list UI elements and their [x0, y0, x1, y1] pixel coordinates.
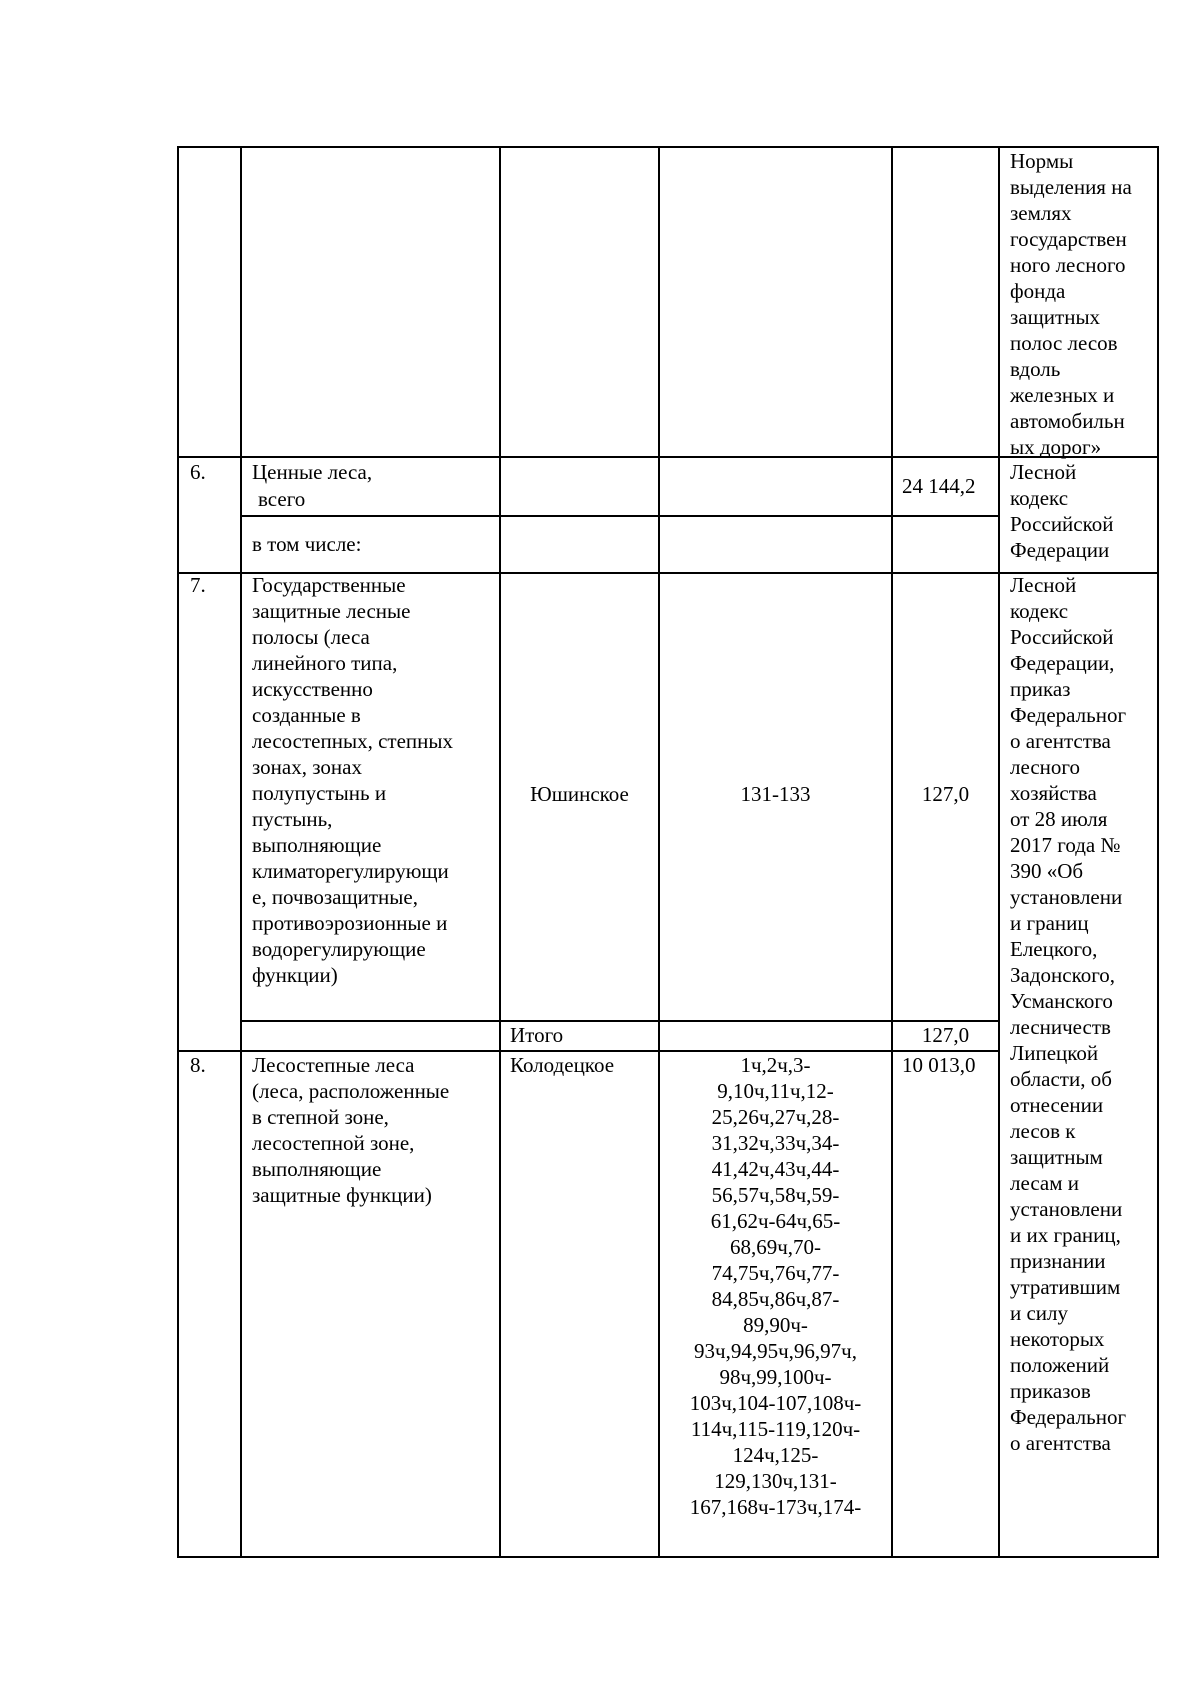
note-line: государствен: [1010, 227, 1127, 251]
column-divider: [998, 146, 1000, 1557]
name-line: е, почвозащитные,: [252, 885, 418, 909]
quarters-line: 98ч,99,100ч-: [719, 1365, 832, 1389]
row-divider: [240, 1020, 998, 1022]
name-line: лесостепной зоне,: [252, 1131, 415, 1155]
row-7-total-area: 127,0: [921, 1023, 970, 1047]
row-7-name-cell: [252, 572, 490, 988]
note-line: защитным: [1010, 1145, 1103, 1169]
note-line: Федерации: [1010, 538, 1110, 562]
quarters-line: 103ч,104-107,108ч-: [689, 1391, 862, 1415]
note-line: Федеральног: [1010, 703, 1127, 727]
note-line: Российской: [1010, 625, 1114, 649]
note-line: установлени: [1010, 1197, 1123, 1221]
row-8-forestry: Колодецкое: [510, 1053, 615, 1077]
row-7-total-label: Итого: [510, 1023, 564, 1047]
note-line: Нормы: [1010, 149, 1074, 173]
note-line: ых дорог»: [1010, 435, 1102, 459]
continued-note-cell: [1010, 148, 1148, 460]
column-divider: [240, 146, 242, 1557]
note-line: Федерации,: [1010, 651, 1115, 675]
note-line: установлени: [1010, 885, 1123, 909]
quarters-line: 41,42ч,43ч,44-: [711, 1157, 840, 1181]
note-line: фонда: [1010, 279, 1066, 303]
column-divider: [891, 146, 893, 1557]
quarters-line: 1ч,2ч,3-: [740, 1053, 811, 1077]
note-line: приказ: [1010, 677, 1071, 701]
note-line: железных и: [1010, 383, 1115, 407]
name-line: выполняющие: [252, 1157, 382, 1181]
row-8-number: 8.: [190, 1053, 206, 1077]
name-line: в степной зоне,: [252, 1105, 389, 1129]
note-line: и границ: [1010, 911, 1089, 935]
note-line: автомобильн: [1010, 409, 1125, 433]
note-line: области, об: [1010, 1067, 1112, 1091]
note-line: лесов к: [1010, 1119, 1076, 1143]
table-border-right: [1157, 146, 1159, 1557]
note-line: вдоль: [1010, 357, 1061, 381]
name-line: Лесостепные леса: [252, 1053, 415, 1077]
row-8-name-cell: [252, 1052, 490, 1208]
name-line: лесостепных, степных: [252, 729, 453, 753]
row-6-name-line: Ценные леса,: [252, 460, 373, 484]
note-line: Лесной: [1010, 460, 1077, 484]
name-line: противоэрозионные и: [252, 911, 448, 935]
quarters-line: 129,130ч,131-: [714, 1469, 837, 1493]
name-line: функции): [252, 963, 338, 987]
quarters-line: 167,168ч-173ч,174-: [689, 1495, 862, 1519]
note-line: лесного: [1010, 755, 1080, 779]
row-7-area: 127,0: [921, 782, 970, 806]
note-line: и их границ,: [1010, 1223, 1121, 1247]
note-line: лесничеств: [1010, 1015, 1111, 1039]
quarters-line: 74,75ч,76ч,77-: [711, 1261, 840, 1285]
note-line: Усманского: [1010, 989, 1113, 1013]
note-line: от 28 июля: [1010, 807, 1108, 831]
note-line: утратившим: [1010, 1275, 1121, 1299]
note-line: землях: [1010, 201, 1072, 225]
note-line: Липецкой: [1010, 1041, 1099, 1065]
quarters-line: 31,32ч,33ч,34-: [711, 1131, 840, 1155]
note-line: и силу: [1010, 1301, 1069, 1325]
row-6-area: 24 144,2: [902, 474, 976, 498]
name-line: климаторегулирующи: [252, 859, 449, 883]
name-line: водорегулирующие: [252, 937, 426, 961]
row-7-quarters: 131-133: [740, 782, 811, 806]
column-divider: [499, 146, 501, 1557]
note-line: 2017 года №: [1010, 833, 1121, 857]
note-line: ного лесного: [1010, 253, 1126, 277]
note-line: о агентства: [1010, 729, 1111, 753]
row-6-number: 6.: [190, 460, 206, 484]
note-line: положений: [1010, 1353, 1110, 1377]
name-line: искусственно: [252, 677, 373, 701]
note-line: о агентства: [1010, 1431, 1111, 1455]
quarters-line: 25,26ч,27ч,28-: [711, 1105, 840, 1129]
note-line: признании: [1010, 1249, 1106, 1273]
quarters-line: 9,10ч,11ч,12-: [717, 1079, 834, 1103]
row-8-area: 10 013,0: [902, 1053, 976, 1077]
row-7-forestry: Юшинское: [530, 782, 629, 806]
table-border-bottom: [177, 1556, 1159, 1558]
note-line: Российской: [1010, 512, 1114, 536]
row-6-sub-label: в том числе:: [252, 532, 362, 556]
name-line: линейного типа,: [252, 651, 398, 675]
row-divider: [240, 515, 998, 517]
table-border-left: [177, 146, 179, 1557]
name-line: выполняющие: [252, 833, 382, 857]
note-line: кодекс: [1010, 486, 1069, 510]
note-line: Елецкого,: [1010, 937, 1098, 961]
quarters-line: 89,90ч-: [743, 1313, 808, 1337]
row-7-number: 7.: [190, 573, 206, 597]
quarters-line: 68,69ч,70-: [729, 1235, 822, 1259]
note-line: некоторых: [1010, 1327, 1105, 1351]
note-line: приказов: [1010, 1379, 1091, 1403]
quarters-line: 84,85ч,86ч,87-: [711, 1287, 840, 1311]
name-line: (леса, расположенные: [252, 1079, 450, 1103]
name-line: зонах, зонах: [252, 755, 362, 779]
note-line: Лесной: [1010, 573, 1077, 597]
note-line: хозяйства: [1010, 781, 1097, 805]
name-line: полупустынь и: [252, 781, 387, 805]
note-line: 390 «Об: [1010, 859, 1084, 883]
row-6-name-line: всего: [258, 487, 306, 511]
name-line: защитные лесные: [252, 599, 411, 623]
note-line: отнесении: [1010, 1093, 1104, 1117]
name-line: полосы (леса: [252, 625, 370, 649]
note-line: выделения на: [1010, 175, 1132, 199]
note-line: кодекс: [1010, 599, 1069, 623]
note-line: Федеральног: [1010, 1405, 1127, 1429]
quarters-line: 93ч,94,95ч,96,97ч,: [694, 1339, 857, 1363]
row-6-note-cell: [1010, 459, 1148, 563]
quarters-line: 124ч,125-: [732, 1443, 819, 1467]
name-line: защитные функции): [252, 1183, 432, 1207]
name-line: Государственные: [252, 573, 406, 597]
note-line: защитных: [1010, 305, 1101, 329]
note-line: лесам и: [1010, 1171, 1079, 1195]
row-8-quarters-cell: [660, 1052, 891, 1520]
note-line: полос лесов: [1010, 331, 1118, 355]
note-line: Задонского,: [1010, 963, 1116, 987]
quarters-line: 56,57ч,58ч,59-: [711, 1183, 840, 1207]
name-line: созданные в: [252, 703, 361, 727]
quarters-line: 114ч,115-119,120ч-: [690, 1417, 861, 1441]
quarters-line: 61,62ч-64ч,65-: [710, 1209, 841, 1233]
name-line: пустынь,: [252, 807, 333, 831]
rows-7-8-note-cell: [1010, 572, 1148, 1456]
